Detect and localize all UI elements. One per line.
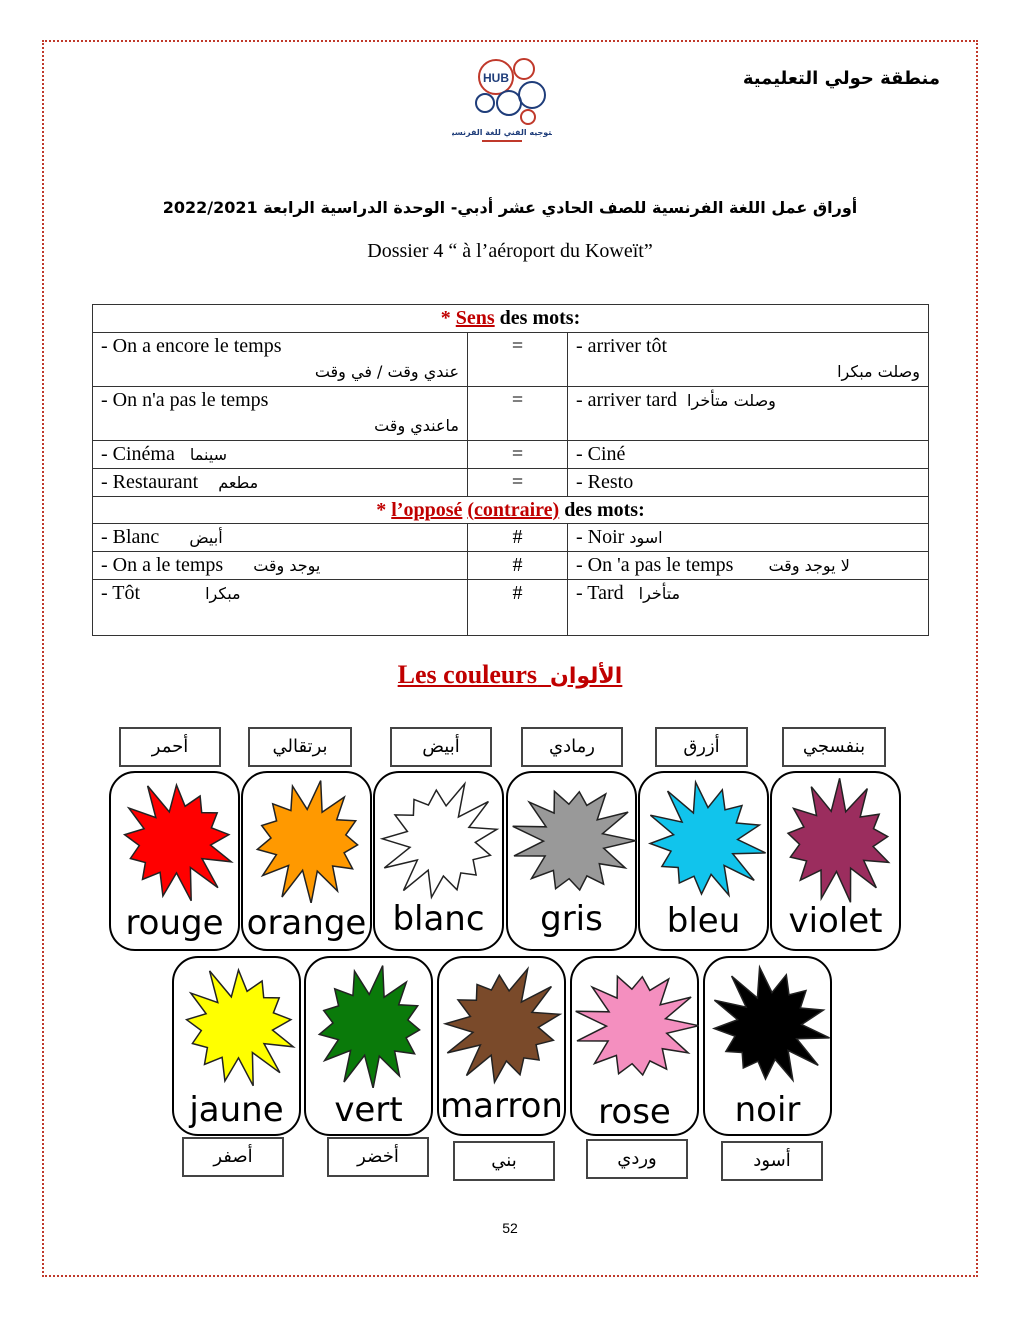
- logo: [452, 55, 552, 150]
- label-green-ar: أخضر: [327, 1137, 429, 1177]
- table-row: - Blanc أبيض # - Noir اسود: [93, 524, 929, 552]
- label-black-ar: أسود: [721, 1141, 823, 1181]
- oppose-header: * l’opposé (contraire) des mots:: [93, 497, 929, 524]
- label-grey-ar: رمادي: [521, 727, 623, 767]
- vert-burst-icon: [306, 958, 435, 1088]
- orange-burst-icon: [243, 773, 374, 903]
- jaune-burst-icon: [174, 958, 303, 1088]
- label-yellow-ar: أصفر: [182, 1137, 284, 1177]
- table-row: - On n'a pas le temps ماعندي وقت = - arriver tard وصلت متأخرا: [93, 387, 929, 441]
- color-card-blanc: [373, 771, 504, 951]
- color-word: jaune: [189, 1090, 284, 1130]
- vocabulary-table: [92, 304, 929, 636]
- color-word: violet: [788, 901, 883, 941]
- color-word: marron: [440, 1086, 563, 1126]
- label-orange-ar: برتقالي: [248, 727, 352, 767]
- color-card-jaune: [172, 956, 301, 1136]
- color-word: orange: [246, 903, 367, 943]
- table-row: - Tôt مبكرا # - Tard متأخرا: [93, 580, 929, 636]
- color-word: bleu: [666, 901, 741, 941]
- page-number: 52: [502, 1220, 518, 1236]
- label-blue-ar: أزرق: [655, 727, 748, 767]
- label-pink-ar: وردي: [586, 1139, 688, 1179]
- color-card-rose: [570, 956, 699, 1136]
- table-row: - Restaurant مطعم = - Resto: [93, 469, 929, 497]
- colors-section-title: Les couleurs الألوان: [397, 660, 623, 689]
- color-card-orange: [241, 771, 372, 951]
- color-card-marron: [437, 956, 566, 1136]
- bleu-burst-icon: [640, 773, 771, 903]
- rouge-burst-icon: [111, 773, 242, 903]
- rose-burst-icon: [572, 958, 701, 1088]
- color-word: vert: [334, 1090, 403, 1130]
- blanc-burst-icon: [375, 773, 506, 903]
- label-violet-ar: بنفسجي: [782, 727, 886, 767]
- violet-burst-icon: [772, 773, 903, 903]
- color-word: noir: [734, 1090, 801, 1130]
- sens-header: * Sens des mots:: [93, 305, 929, 333]
- color-word: rouge: [125, 903, 224, 943]
- worksheet-title: أوراق عمل اللغة الفرنسية للصف الحادي عشر أدبي- الوحدة الدراسية الرابعة 2022/2021: [162, 198, 858, 217]
- table-row: - On a le temps يوجد وقت # - On 'a pas le temps لا يوجد وقت: [93, 552, 929, 580]
- svg-text:التوجيه الفني للغة الفرنسية: التوجيه الفني للغة الفرنسية: [452, 128, 552, 137]
- color-card-gris: [506, 771, 637, 951]
- label-brown-ar: بني: [453, 1141, 555, 1181]
- color-word: rose: [598, 1092, 671, 1132]
- region-name: منطقة حولي التعليمية: [742, 68, 940, 89]
- color-word: gris: [540, 899, 603, 939]
- dossier-subtitle: Dossier 4 “ à l’aéroport du Koweït”: [367, 240, 653, 262]
- color-word: blanc: [392, 899, 485, 939]
- noir-burst-icon: [705, 958, 834, 1088]
- color-card-noir: [703, 956, 832, 1136]
- color-card-rouge: [109, 771, 240, 951]
- svg-text:HUB: HUB: [483, 71, 509, 85]
- color-card-violet: [770, 771, 901, 951]
- color-card-bleu: [638, 771, 769, 951]
- label-white-ar: أبيض: [390, 727, 492, 767]
- gris-burst-icon: [508, 773, 639, 903]
- marron-burst-icon: [439, 958, 568, 1088]
- label-red-ar: أحمر: [119, 727, 221, 767]
- table-row: - Cinéma سينما = - Ciné: [93, 441, 929, 469]
- table-row: - On a encore le temps عندي وقت / في وقت = - arriver tôt وصلت مبكرا: [93, 333, 929, 387]
- color-card-vert: [304, 956, 433, 1136]
